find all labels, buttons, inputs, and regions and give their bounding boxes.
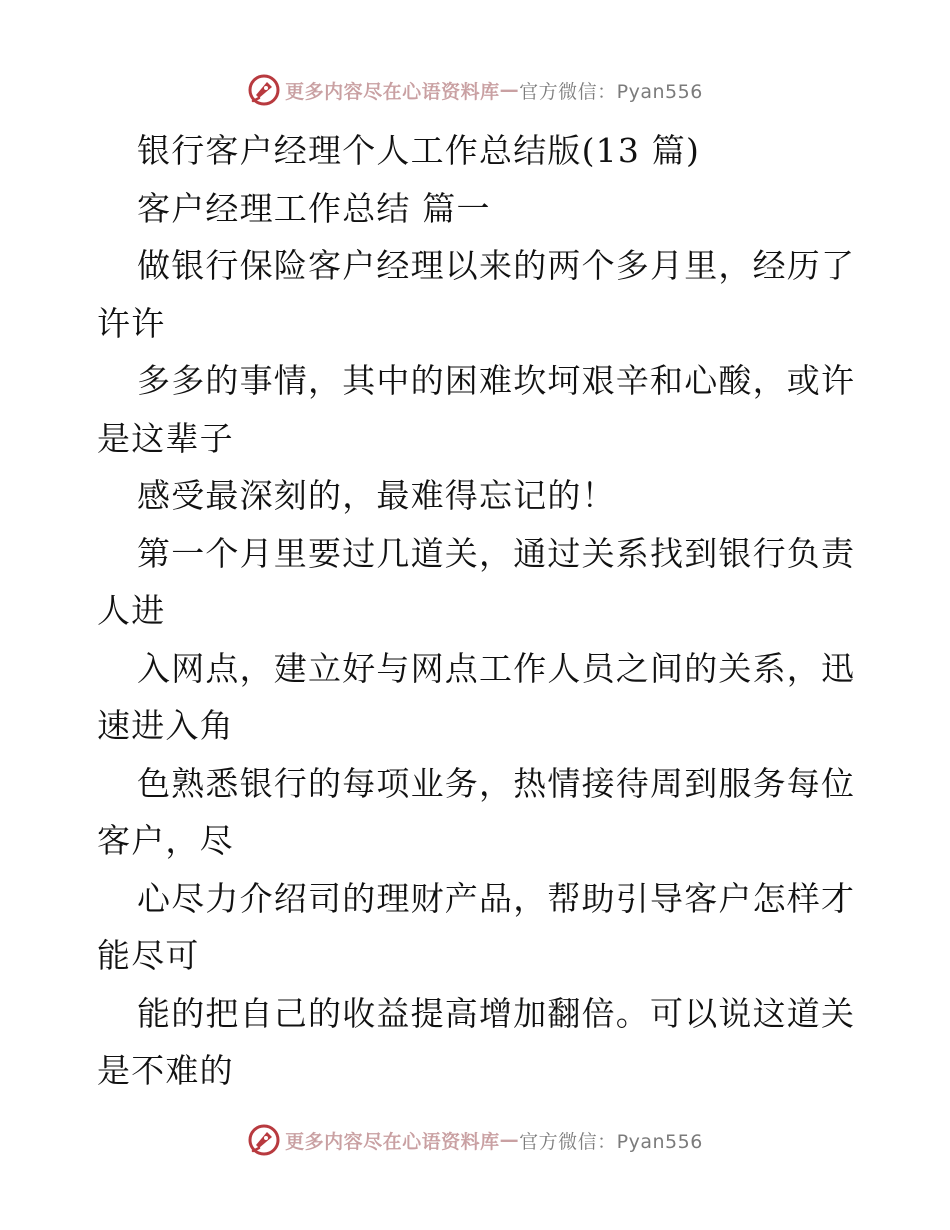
paragraph-line: 多多的事情，其中的困难坎坷艰辛和心酸，或许 (137, 361, 856, 400)
paragraph-line: 人进 (97, 591, 166, 630)
paragraph-line: 是不难的 (97, 1051, 234, 1090)
banner-text (285, 1127, 703, 1154)
paragraph-line: 速进入角 (97, 706, 234, 745)
header-watermark-banner (0, 70, 950, 110)
section-heading: 客户经理工作总结 篇一 (137, 188, 491, 228)
paragraph-line: 能尽可 (97, 936, 200, 975)
banner-main-text: 更多内容尽在心语资料库 (285, 1130, 500, 1153)
paragraph-line: 色熟悉银行的每项业务，热情接待周到服务每位 (137, 763, 856, 803)
paragraph-line: 能的把自己的收益提高增加翻倍。可以说这道关 (137, 993, 856, 1033)
paragraph-line: 第一个月里要过几道关，通过关系找到银行负责 (137, 533, 856, 573)
paragraph-line: 是这辈子 (97, 418, 234, 458)
paragraph-line: 感受最深刻的，最难得忘记的！ (137, 476, 616, 515)
document-title: 银行客户经理个人工作总结版(13 篇) (137, 131, 701, 170)
banner-text (285, 77, 703, 104)
banner-contact-text: 官方微信：Pyan556 (519, 80, 703, 103)
banner-dash: — (499, 79, 520, 101)
document-body (97, 122, 867, 1100)
banner-dash: — (499, 1129, 520, 1151)
banner-main-text: 更多内容尽在心语资料库 (285, 80, 500, 103)
paragraph-line: 入网点，建立好与网点工作人员之间的关系，迅 (137, 648, 856, 688)
paragraph-line: 做银行保险客户经理以来的两个多月里，经历了 (137, 246, 856, 285)
paragraph-line: 许许 (97, 303, 166, 343)
footer-watermark-banner (0, 1120, 950, 1160)
pen-nib-logo-icon (247, 1123, 281, 1157)
paragraph-line: 客户，尽 (97, 821, 234, 860)
banner-contact-text: 官方微信：Pyan556 (519, 1130, 703, 1153)
paragraph-line: 心尽力介绍司的理财产品，帮助引导客户怎样才 (137, 878, 856, 918)
pen-nib-logo-icon (247, 73, 281, 107)
